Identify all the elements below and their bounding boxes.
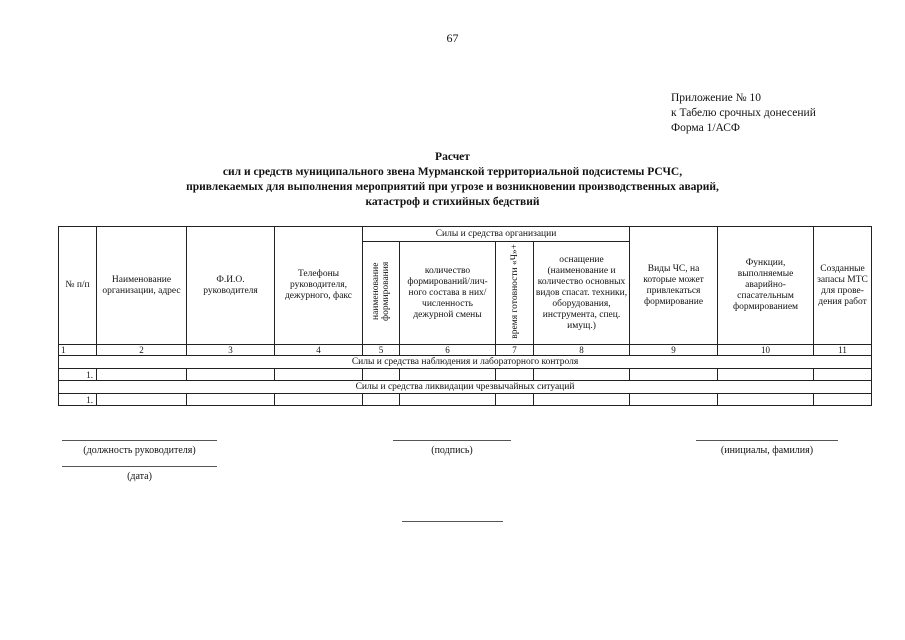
- signature-name-line: [696, 440, 838, 441]
- column-number: 6: [400, 345, 496, 356]
- header-forces-group: Силы и средства организации: [363, 227, 630, 242]
- signature-date-line: [62, 466, 217, 467]
- column-numbers-row: [59, 345, 872, 356]
- column-number: 9: [630, 345, 718, 356]
- table-cell: [814, 394, 872, 406]
- title-line-1: Расчет: [435, 151, 470, 163]
- table-cell: [718, 369, 814, 381]
- table-cell: [534, 369, 630, 381]
- appendix-line-2: к Табелю срочных донесений: [671, 107, 816, 119]
- header-emergency-types: Виды ЧС, на которые может привлекаться формирование: [630, 227, 718, 345]
- table-cell: [97, 369, 187, 381]
- table-cell: [400, 394, 496, 406]
- column-number: 10: [718, 345, 814, 356]
- table-cell: [275, 369, 363, 381]
- end-separator-line: [402, 521, 503, 522]
- table-cell: [187, 394, 275, 406]
- column-number: 5: [363, 345, 400, 356]
- title-line-3: привлекаемых для выполнения мероприятий при угрозе и возникновении производственных аварий,: [186, 181, 719, 193]
- signature-sign-caption: (подпись): [431, 445, 473, 456]
- table-cell: [630, 394, 718, 406]
- header-readiness: время готовности «Ч»+: [509, 243, 520, 339]
- table-cell: [275, 394, 363, 406]
- row-number: 1.: [59, 369, 97, 381]
- appendix-line-1: Приложение № 10: [671, 92, 761, 104]
- table-cell: [363, 394, 400, 406]
- appendix-note: [671, 91, 816, 136]
- signature-date-caption: (дата): [127, 471, 152, 482]
- header-equipment: оснащение (наименование и количество основных видов спасат. техники, оборудования, инструмента, спец. имущ.): [534, 242, 630, 345]
- column-number: 7: [496, 345, 534, 356]
- table-row: [59, 394, 872, 406]
- signature-date-block: [62, 466, 217, 482]
- header-personnel: количество формирований/лич-ного состава в них/ численность дежурной смены: [400, 242, 496, 345]
- header-functions: Функции, выполняемые аварийно-спасательным формированием: [718, 227, 814, 345]
- table-cell: [400, 369, 496, 381]
- table-cell: [534, 394, 630, 406]
- signature-name-caption: (инициалы, фамилия): [720, 445, 814, 456]
- column-number: 1: [59, 345, 97, 356]
- forces-table: [58, 226, 872, 406]
- header-unit-name-cell: [363, 242, 400, 345]
- signature-name-block: [696, 440, 838, 456]
- header-phones: Телефоны руководителя, дежурного, факс: [275, 227, 363, 345]
- table-cell: [814, 369, 872, 381]
- signature-sign-line: [393, 440, 511, 441]
- signature-sign-block: [393, 440, 511, 456]
- column-number: 2: [97, 345, 187, 356]
- row-number: 1.: [59, 394, 97, 406]
- table-row: [59, 369, 872, 381]
- signature-position-caption: (должность руководителя): [83, 445, 196, 456]
- table-cell: [718, 394, 814, 406]
- table-cell: [496, 394, 534, 406]
- table-cell: [630, 369, 718, 381]
- appendix-line-3: Форма 1/АСФ: [671, 122, 741, 134]
- column-number: 4: [275, 345, 363, 356]
- table-cell: [97, 394, 187, 406]
- table-cell: [187, 369, 275, 381]
- header-unit-name: наименование формирования: [371, 261, 391, 321]
- column-number: 8: [534, 345, 630, 356]
- table-cell: [363, 369, 400, 381]
- section-title-liquidation: Силы и средства ликвидации чрезвычайных ситуаций: [59, 381, 872, 394]
- title-line-4: катастроф и стихийных бедствий: [365, 196, 540, 208]
- table-cell: [496, 369, 534, 381]
- page-number: 67: [446, 31, 459, 45]
- header-organization: Наименование организации, адрес: [97, 227, 187, 345]
- header-readiness-cell: [496, 242, 534, 345]
- header-head-name: Ф.И.О. руководителя: [187, 227, 275, 345]
- section-title-monitoring: Силы и средства наблюдения и лабораторного контроля: [59, 356, 872, 369]
- header-no: № п/п: [59, 227, 97, 345]
- column-number: 3: [187, 345, 275, 356]
- title-line-2: сил и средств муниципального звена Мурманской территориальной подсистемы РСЧС,: [222, 166, 683, 178]
- header-reserves: Созданные запасы МТС для прове-дения работ: [814, 227, 872, 345]
- document-title: [0, 150, 905, 210]
- signature-position-block: [62, 440, 217, 456]
- signature-position-line: [62, 440, 217, 441]
- column-number: 11: [814, 345, 872, 356]
